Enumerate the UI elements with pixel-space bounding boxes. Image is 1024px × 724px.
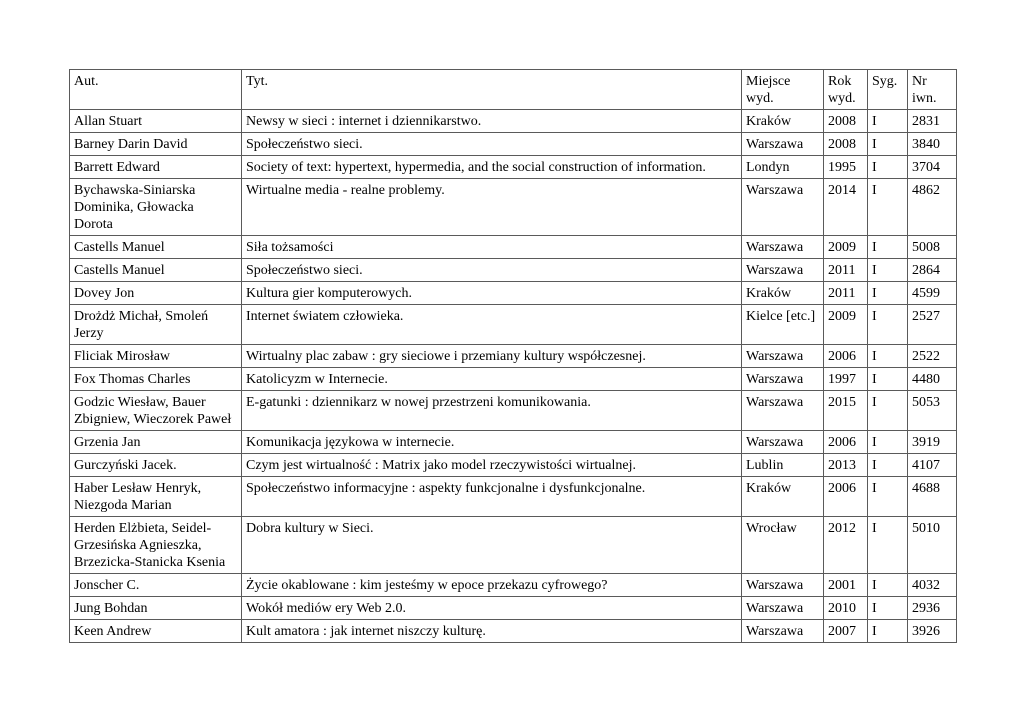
cell-place: Lublin (742, 454, 824, 477)
cell-signature: I (868, 305, 908, 345)
cell-signature: I (868, 574, 908, 597)
cell-title: Internet światem człowieka. (242, 305, 742, 345)
cell-title: Society of text: hypertext, hypermedia, and the social construction of information. (242, 156, 742, 179)
cell-title: E-gatunki : dziennikarz w nowej przestrzeni komunikowania. (242, 391, 742, 431)
cell-inventory-number: 3840 (908, 133, 957, 156)
cell-year: 2007 (824, 620, 868, 643)
cell-year: 2008 (824, 133, 868, 156)
cell-title: Dobra kultury w Sieci. (242, 517, 742, 574)
table-row (70, 431, 957, 454)
cell-signature: I (868, 282, 908, 305)
cell-signature: I (868, 179, 908, 236)
author-line: Godzic Wiesław, Bauer (74, 395, 206, 410)
cell-year: 2008 (824, 110, 868, 133)
cell-place: Warszawa (742, 620, 824, 643)
cell-signature: I (868, 236, 908, 259)
cell-title: Czym jest wirtualność : Matrix jako model rzeczywistości wirtualnej. (242, 454, 742, 477)
cell-signature: I (868, 368, 908, 391)
author-line: Herden Elżbieta, Seidel- (74, 521, 212, 536)
cell-year: 2010 (824, 597, 868, 620)
cell-place: Kraków (742, 110, 824, 133)
table-row (70, 391, 957, 431)
cell-title: Kult amatora : jak internet niszczy kulturę. (242, 620, 742, 643)
cell-place: Warszawa (742, 574, 824, 597)
author-line: Bychawska-Siniarska (74, 183, 196, 198)
author-line: Allan Stuart (74, 114, 143, 129)
cell-year: 2009 (824, 305, 868, 345)
cell-year: 2013 (824, 454, 868, 477)
cell-place: Warszawa (742, 345, 824, 368)
cell-signature: I (868, 156, 908, 179)
cell-year: 2011 (824, 282, 868, 305)
author-line: Barney Darin David (74, 137, 188, 152)
author-line: Castells Manuel (74, 240, 165, 255)
cell-place: Kraków (742, 282, 824, 305)
cell-year: 2011 (824, 259, 868, 282)
table-header-row (70, 70, 957, 110)
cell-signature: I (868, 517, 908, 574)
cell-signature: I (868, 454, 908, 477)
cell-author (70, 156, 242, 179)
cell-year: 2009 (824, 236, 868, 259)
cell-title: Społeczeństwo sieci. (242, 133, 742, 156)
cell-place: Warszawa (742, 179, 824, 236)
cell-inventory-number: 2527 (908, 305, 957, 345)
cell-author (70, 368, 242, 391)
table-row (70, 156, 957, 179)
cell-inventory-number: 4107 (908, 454, 957, 477)
cell-inventory-number: 5053 (908, 391, 957, 431)
cell-place: Warszawa (742, 368, 824, 391)
author-line: Zbigniew, Wieczorek Paweł (74, 412, 232, 427)
cell-author (70, 282, 242, 305)
table-row (70, 282, 957, 305)
cell-title: Wirtualny plac zabaw : gry sieciowe i przemiany kultury współczesnej. (242, 345, 742, 368)
table-body (70, 110, 957, 643)
cell-author (70, 620, 242, 643)
author-line: Fliciak Mirosław (74, 349, 171, 364)
cell-title: Komunikacja językowa w internecie. (242, 431, 742, 454)
cell-title: Społeczeństwo sieci. (242, 259, 742, 282)
author-line: Gurczyński Jacek. (74, 458, 177, 473)
cell-year: 2006 (824, 431, 868, 454)
cell-signature: I (868, 477, 908, 517)
cell-year: 2012 (824, 517, 868, 574)
table-row (70, 597, 957, 620)
cell-inventory-number: 2864 (908, 259, 957, 282)
cell-title: Kultura gier komputerowych. (242, 282, 742, 305)
author-line: Grzesińska Agnieszka, (74, 538, 202, 553)
author-line: Jung Bohdan (74, 601, 148, 616)
cell-author (70, 574, 242, 597)
author-line: Dovey Jon (74, 286, 135, 301)
table-row (70, 620, 957, 643)
cell-author (70, 391, 242, 431)
cell-author (70, 517, 242, 574)
header-place: Miejsce wyd. (742, 70, 824, 110)
cell-author (70, 179, 242, 236)
cell-place: Warszawa (742, 597, 824, 620)
cell-title: Wokół mediów ery Web 2.0. (242, 597, 742, 620)
author-line: Haber Lesław Henryk, (74, 481, 202, 496)
cell-signature: I (868, 345, 908, 368)
cell-inventory-number: 4688 (908, 477, 957, 517)
cell-place: Warszawa (742, 236, 824, 259)
author-line: Niezgoda Marian (74, 498, 172, 513)
author-line: Brzezicka-Stanicka Ksenia (74, 555, 226, 570)
cell-place: Warszawa (742, 431, 824, 454)
cell-place: Warszawa (742, 133, 824, 156)
cell-title: Newsy w sieci : internet i dziennikarstwo. (242, 110, 742, 133)
author-line: Castells Manuel (74, 263, 165, 278)
cell-place: Kielce [etc.] (742, 305, 824, 345)
cell-author (70, 259, 242, 282)
cell-place: Wrocław (742, 517, 824, 574)
table-row (70, 236, 957, 259)
cell-title: Katolicyzm w Internecie. (242, 368, 742, 391)
cell-author (70, 110, 242, 133)
cell-title: Społeczeństwo informacyjne : aspekty funkcjonalne i dysfunkcjonalne. (242, 477, 742, 517)
table-row (70, 477, 957, 517)
cell-signature: I (868, 597, 908, 620)
cell-inventory-number: 3926 (908, 620, 957, 643)
cell-inventory-number: 2522 (908, 345, 957, 368)
cell-author (70, 133, 242, 156)
author-line: Barrett Edward (74, 160, 160, 175)
table-row (70, 454, 957, 477)
cell-inventory-number: 3919 (908, 431, 957, 454)
cell-place: Warszawa (742, 259, 824, 282)
cell-author (70, 236, 242, 259)
cell-signature: I (868, 110, 908, 133)
cell-year: 2001 (824, 574, 868, 597)
bibliography-table (69, 69, 957, 643)
cell-author (70, 345, 242, 368)
table-row (70, 305, 957, 345)
cell-inventory-number: 2936 (908, 597, 957, 620)
author-line: Dominika, Głowacka (74, 200, 194, 215)
author-line: Keen Andrew (74, 624, 152, 639)
table-row (70, 345, 957, 368)
table-row (70, 517, 957, 574)
author-line: Fox Thomas Charles (74, 372, 191, 387)
cell-signature: I (868, 431, 908, 454)
cell-inventory-number: 4032 (908, 574, 957, 597)
cell-year: 2006 (824, 345, 868, 368)
cell-author (70, 305, 242, 345)
table-row (70, 368, 957, 391)
table-row (70, 110, 957, 133)
cell-inventory-number: 5008 (908, 236, 957, 259)
cell-author (70, 597, 242, 620)
author-line: Drożdż Michał, Smoleń (74, 309, 209, 324)
cell-author (70, 454, 242, 477)
cell-place: Kraków (742, 477, 824, 517)
cell-signature: I (868, 133, 908, 156)
table-row (70, 179, 957, 236)
header-year: Rok wyd. (824, 70, 868, 110)
author-line: Dorota (74, 217, 113, 232)
table-row (70, 574, 957, 597)
cell-inventory-number: 3704 (908, 156, 957, 179)
cell-title: Życie okablowane : kim jesteśmy w epoce przekazu cyfrowego? (242, 574, 742, 597)
author-line: Jerzy (74, 326, 104, 341)
table-row (70, 133, 957, 156)
cell-title: Siła tożsamości (242, 236, 742, 259)
header-inventory-number: Nr iwn. (908, 70, 957, 110)
cell-year: 2015 (824, 391, 868, 431)
cell-inventory-number: 4862 (908, 179, 957, 236)
cell-inventory-number: 2831 (908, 110, 957, 133)
author-line: Jonscher C. (74, 578, 140, 593)
cell-signature: I (868, 391, 908, 431)
table-row (70, 259, 957, 282)
header-title: Tyt. (242, 70, 742, 110)
cell-author (70, 477, 242, 517)
cell-place: Londyn (742, 156, 824, 179)
cell-place: Warszawa (742, 391, 824, 431)
cell-inventory-number: 5010 (908, 517, 957, 574)
author-line: Grzenia Jan (74, 435, 141, 450)
cell-inventory-number: 4599 (908, 282, 957, 305)
cell-year: 1995 (824, 156, 868, 179)
header-signature: Syg. (868, 70, 908, 110)
cell-year: 1997 (824, 368, 868, 391)
cell-author (70, 431, 242, 454)
cell-inventory-number: 4480 (908, 368, 957, 391)
cell-signature: I (868, 259, 908, 282)
cell-year: 2014 (824, 179, 868, 236)
cell-year: 2006 (824, 477, 868, 517)
cell-title: Wirtualne media - realne problemy. (242, 179, 742, 236)
header-author: Aut. (70, 70, 242, 110)
cell-signature: I (868, 620, 908, 643)
